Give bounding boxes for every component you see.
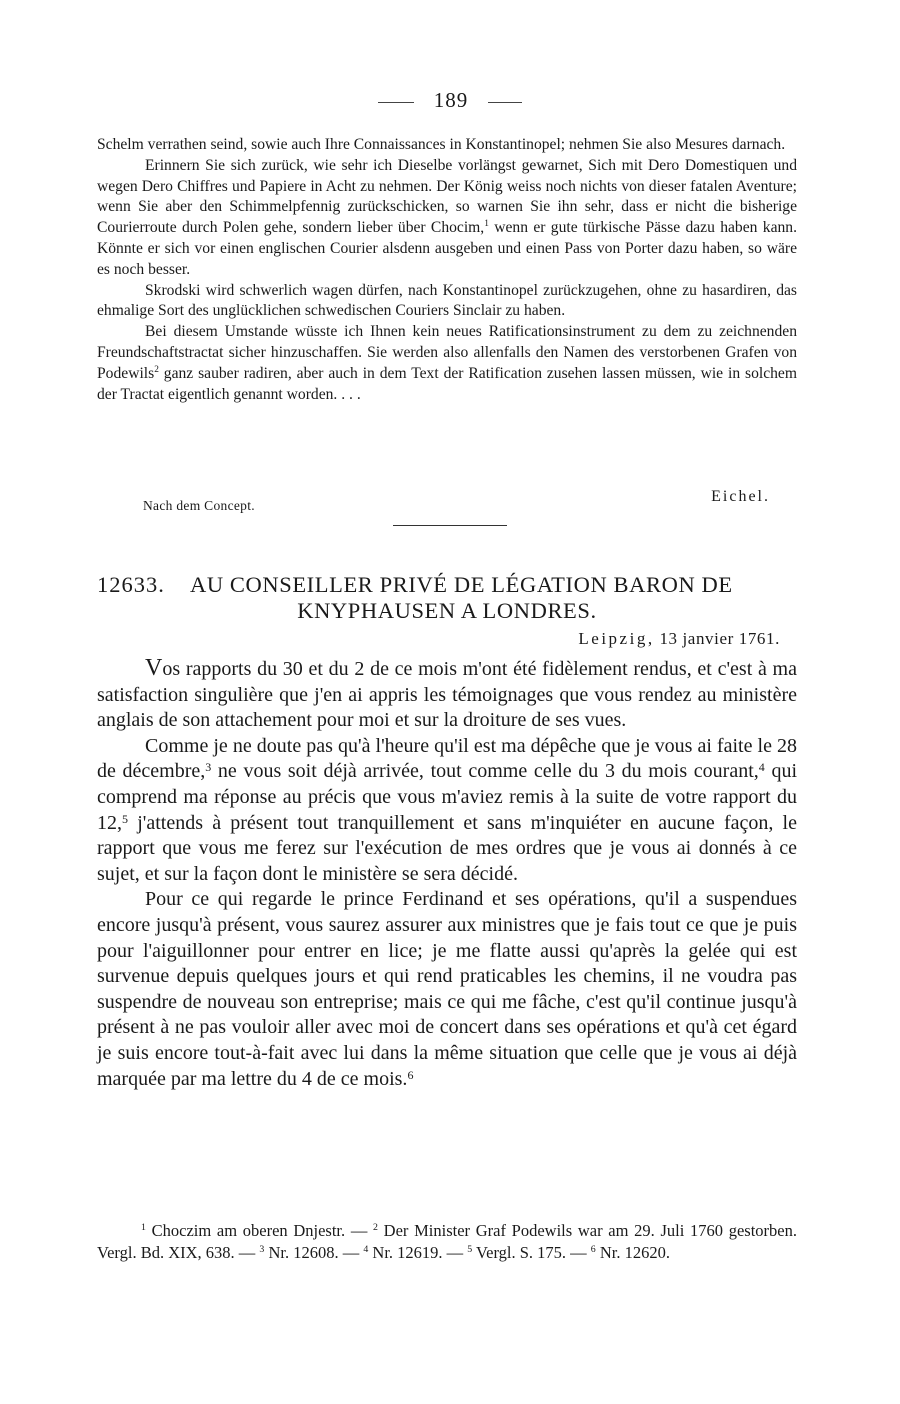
- header-rule-left: [378, 102, 414, 103]
- section-divider: [393, 525, 507, 526]
- initial-letter: V: [145, 655, 163, 681]
- paragraph: Vos rapports du 30 et du 2 de ce mois m'ont été fidèlement rendus, et c'est à ma satisfaction singulière que j'en ai appris les témoignages que vous rendez au ministère anglais de son attachement pour moi et sur la droiture de ses vues.: [97, 655, 797, 732]
- source-note: Nach dem Concept.: [143, 498, 255, 513]
- letter-title-line2: KNYPHAUSEN A LONDRES.: [297, 598, 597, 623]
- letter-number: 12633.: [97, 572, 165, 597]
- signature-row: [97, 488, 797, 518]
- footnotes: [97, 1220, 797, 1264]
- letter-body: [97, 656, 797, 1092]
- dateline: [97, 629, 780, 649]
- place: Leipzig,: [578, 629, 655, 648]
- footnote-ref: 6: [407, 1067, 414, 1082]
- letter-title-line1: AU CONSEILLER PRIVÉ DE LÉGATION BARON DE: [190, 572, 733, 597]
- date: 13 janvier 1761.: [659, 629, 780, 648]
- footnote-ref: 4: [758, 760, 765, 775]
- top-letter-text: [97, 135, 797, 405]
- footnote-text: $^1$ Choczim am oberen Dnjestr. — $^2$ Der Minister Graf Podewils war am 29. Juli 1760 gestorben. Vergl. Bd. XIX, 638. — $^3$ Nr. 12608. — $^4$ Nr. 12619. — $^5$ Vergl. S. 175. — $^6$ Nr. 12620.: [97, 1221, 797, 1262]
- footnote-ref: 3: [205, 760, 212, 775]
- paragraph: Comme je ne doute pas qu'à l'heure qu'il est ma dépêche que je vous ai faite le 28 de décembre,$^3$ ne vous soit déjà arrivée, tout comme celle du 3 du mois courant,$^4$ qui comprend ma réponse au précis que vous m'aviez remis à la suite de votre rapport du 12,$^5$ j'attends à présent tout tranquillement et sans m'inquiéter en aucune façon, le rapport que vous me ferez sur l'exécution de mes ordres que je vous ai donnés à ce sujet, et sur la façon dont le ministère se sera décidé.: [97, 734, 797, 885]
- paragraph: Bei diesem Umstande wüsste ich Ihnen kein neues Ratificationsinstrument zu dem zu zeichnenden Freundschaftstractat sicher hinzuschaffen. Sie werden also allenfalls den Namen des verstorbenen Grafen von Podewils$^2$ ganz sauber radiren, aber auch in dem Text der Ratification zusehen lassen müssen, wie in solchem der Tractat eigentlich genannt worden. . . .: [97, 323, 797, 403]
- paragraph: Erinnern Sie sich zurück, wie sehr ich Dieselbe vorlängst gewarnet, Sich mit Dero Domestiquen und wegen Dero Chiffres und Papiere in Acht zu nehmen. Der König weiss noch nichts von dieser fatalen Aventure; wenn Sie aber den Schimmelpfennig zurückschicken, so warnen Sie ihn sehr, dass er nicht die bisherige Courierroute durch Polen gehe, sondern lieber über Chocim,$^1$ wenn er gute türkische Pässe dazu haben kann. Könnte er sich vor einen englischen Courier alsdenn ausgeben und einen Pass von Porter dazu haben, so wäre es noch besser.: [97, 156, 797, 278]
- footnote-ref: 1: [484, 219, 489, 230]
- header-rule-right: [488, 102, 522, 103]
- footnote-ref: 2: [154, 364, 159, 375]
- paragraph: Schelm verrathen seind, sowie auch Ihre Connaissances in Konstantinopel; nehmen Sie also Mesures darnach.: [97, 136, 786, 153]
- signature: Eichel.: [711, 488, 770, 505]
- paragraph: Skrodski wird schwerlich wagen dürfen, nach Konstantinopel zurückzugehen, ohne zu hasardiren, das ehmalige Sort des unglücklichen schwedischen Couriers Sinclair zu haben.: [97, 281, 797, 320]
- page-number: 189: [433, 88, 469, 112]
- footnote-ref: 5: [122, 811, 128, 826]
- page-header: [0, 88, 900, 113]
- paragraph: Pour ce qui regarde le prince Ferdinand et ses opérations, qu'il a suspendues encore jusqu'à présent, vous saurez assurer aux ministres que je fais tout ce que je puis pour l'aiguillonner pour entrer en lice; je me flatte aussi qu'après la gelée qui est survenue depuis quelques jours et qui rend praticables les chemins, il ne voudra pas suspendre de nouveau son entreprise; mais ce qui me fâche, c'est qu'il continue jusqu'à présent à ne pas vouloir aller avec moi de concert dans ses opérations et qu'à cet égard je suis encore tout-à-fait avec lui dans la même situation que celle que je vous ai déjà marquée par ma lettre du 4 de ce mois.$^6$: [97, 888, 797, 1090]
